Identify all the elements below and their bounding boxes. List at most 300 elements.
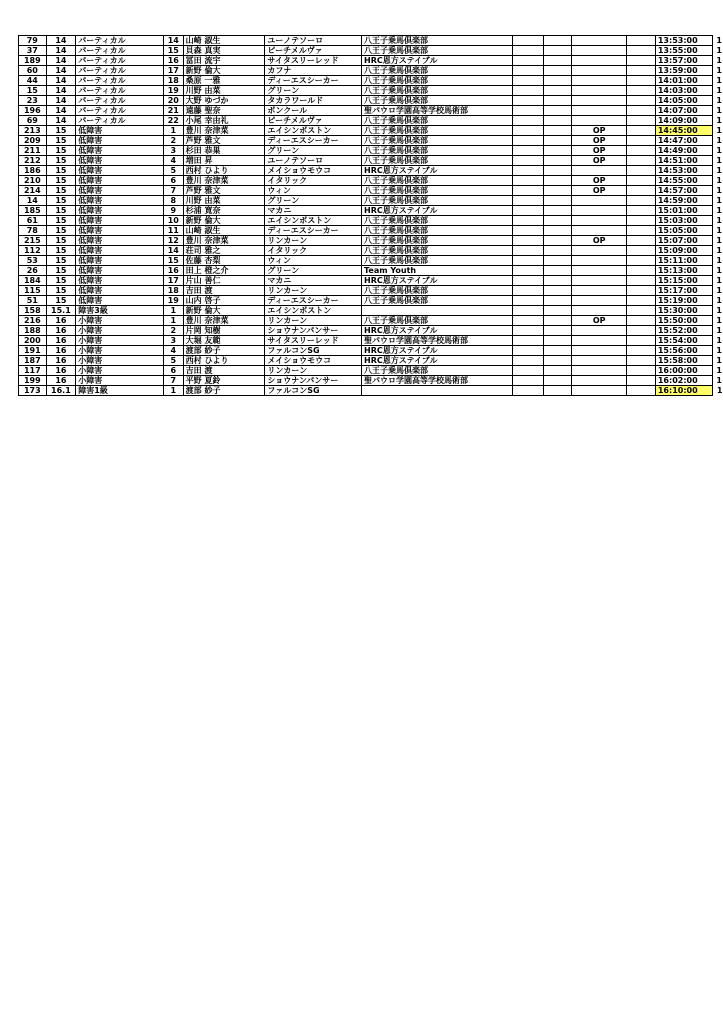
horse-name-cell: ファルコンSG xyxy=(265,346,362,356)
empty-cell xyxy=(513,206,543,216)
table-row xyxy=(19,86,723,96)
category-cell: 小障害 xyxy=(76,346,164,356)
flag-cell: 1 xyxy=(716,236,722,245)
flag-cell: 1 xyxy=(716,76,722,85)
flag-cell: 1 xyxy=(716,336,722,345)
club-name-cell: 八王子乗馬倶楽部 xyxy=(362,76,513,86)
flag-cell: 1 xyxy=(716,86,722,95)
op-cell xyxy=(571,86,626,96)
empty-cell xyxy=(627,176,655,186)
start-time-cell: 15:30:00 xyxy=(655,306,712,316)
op-cell xyxy=(571,356,626,366)
category-cell: パーティカル xyxy=(76,106,164,116)
horse-name-cell: ファルコンSG xyxy=(265,386,362,396)
horse-name-cell: エイシンボストン xyxy=(265,216,362,226)
empty-cell xyxy=(543,86,571,96)
op-cell: OP xyxy=(571,136,626,146)
empty-cell xyxy=(543,236,571,246)
op-cell xyxy=(571,306,626,316)
start-time-cell: 14:51:00 xyxy=(655,156,712,166)
class-number-cell: 15.1 xyxy=(46,306,76,316)
empty-cell xyxy=(543,156,571,166)
op-cell xyxy=(571,256,626,266)
empty-cell xyxy=(543,246,571,256)
empty-cell xyxy=(513,46,543,56)
table-row xyxy=(19,196,723,206)
rider-name-cell: 渡部 紗子 xyxy=(183,346,265,356)
class-number-cell: 16 xyxy=(46,376,76,386)
class-number-cell: 14 xyxy=(46,106,76,116)
club-name-cell: Team Youth xyxy=(362,266,513,276)
table-row xyxy=(19,326,723,336)
empty-cell xyxy=(513,226,543,236)
club-name-cell: HRC恩方ステイブル xyxy=(362,326,513,336)
club-name-cell: HRC恩方ステイブル xyxy=(362,166,513,176)
empty-cell xyxy=(543,96,571,106)
horse-name-cell: カフナ xyxy=(265,66,362,76)
empty-cell xyxy=(513,236,543,246)
class-number-cell: 15 xyxy=(46,246,76,256)
empty-cell xyxy=(627,206,655,216)
table-row xyxy=(19,316,723,326)
entry-number-cell: 189 xyxy=(19,56,47,66)
empty-cell xyxy=(543,66,571,76)
empty-cell xyxy=(513,106,543,116)
rider-name-cell: 山崎 淑生 xyxy=(183,36,265,46)
category-cell: 小障害 xyxy=(76,316,164,326)
empty-cell xyxy=(513,346,543,356)
category-cell: 低障害 xyxy=(76,196,164,206)
op-cell xyxy=(571,46,626,56)
entry-number-cell: 214 xyxy=(19,186,47,196)
table-row xyxy=(19,236,723,246)
table-row xyxy=(19,276,723,286)
empty-cell xyxy=(513,286,543,296)
start-time-cell: 14:45:00 xyxy=(655,126,712,136)
flag-cell: 1 xyxy=(716,36,722,45)
class-number-cell: 15 xyxy=(46,276,76,286)
order-cell: 22 xyxy=(163,116,183,126)
club-name-cell: 八王子乗馬倶楽部 xyxy=(362,96,513,106)
rider-name-cell: 杉田 恭巣 xyxy=(183,146,265,156)
empty-cell xyxy=(513,96,543,106)
horse-name-cell: グリーン xyxy=(265,266,362,276)
empty-cell xyxy=(513,76,543,86)
table-row xyxy=(19,186,723,196)
table-row xyxy=(19,126,723,136)
category-cell: 低障害 xyxy=(76,246,164,256)
entry-number-cell: 213 xyxy=(19,126,47,136)
op-cell: OP xyxy=(571,146,626,156)
start-time-cell: 15:01:00 xyxy=(655,206,712,216)
rider-name-cell: 豊川 奈津菜 xyxy=(183,126,265,136)
club-name-cell: 八王子乗馬倶楽部 xyxy=(362,136,513,146)
horse-name-cell: ディーエスシーカー xyxy=(265,136,362,146)
rider-name-cell: 吉田 渡 xyxy=(183,366,265,376)
empty-cell xyxy=(627,66,655,76)
order-cell: 8 xyxy=(163,196,183,206)
entry-number-cell: 69 xyxy=(19,116,47,126)
table-row xyxy=(19,66,723,76)
flag-cell: 1 xyxy=(716,196,722,205)
empty-cell xyxy=(627,346,655,356)
order-cell: 7 xyxy=(163,376,183,386)
start-time-cell: 16:00:00 xyxy=(655,366,712,376)
start-time-cell: 15:54:00 xyxy=(655,336,712,346)
start-time-cell: 15:56:00 xyxy=(655,346,712,356)
club-name-cell: 八王子乗馬倶楽部 xyxy=(362,286,513,296)
flag-cell: 1 xyxy=(716,326,722,335)
empty-cell xyxy=(513,146,543,156)
rider-name-cell: 新野 倫大 xyxy=(183,306,265,316)
category-cell: 低障害 xyxy=(76,186,164,196)
op-cell xyxy=(571,36,626,46)
horse-name-cell: ユーノテソーロ xyxy=(265,156,362,166)
table-row xyxy=(19,256,723,266)
horse-name-cell: ウィン xyxy=(265,256,362,266)
horse-name-cell: グリーン xyxy=(265,86,362,96)
club-name-cell: 八王子乗馬倶楽部 xyxy=(362,86,513,96)
empty-cell xyxy=(543,36,571,46)
flag-cell: 1 xyxy=(716,146,722,155)
category-cell: 障害1級 xyxy=(76,386,164,396)
flag-cell: 1 xyxy=(716,96,722,105)
empty-cell xyxy=(627,366,655,376)
flag-cell: 1 xyxy=(716,306,722,315)
horse-name-cell: イタリック xyxy=(265,246,362,256)
category-cell: 低障害 xyxy=(76,136,164,146)
order-cell: 4 xyxy=(163,346,183,356)
start-time-cell: 14:47:00 xyxy=(655,136,712,146)
empty-cell xyxy=(627,336,655,346)
club-name-cell: 八王子乗馬倶楽部 xyxy=(362,156,513,166)
empty-cell xyxy=(627,296,655,306)
rider-name-cell: 片山 善仁 xyxy=(183,276,265,286)
empty-cell xyxy=(513,246,543,256)
empty-cell xyxy=(627,116,655,126)
category-cell: パーティカル xyxy=(76,46,164,56)
class-number-cell: 14 xyxy=(46,96,76,106)
rider-name-cell: 豊川 奈津菜 xyxy=(183,176,265,186)
order-cell: 10 xyxy=(163,216,183,226)
category-cell: 小障害 xyxy=(76,326,164,336)
horse-name-cell: イタリック xyxy=(265,176,362,186)
category-cell: 小障害 xyxy=(76,336,164,346)
rider-name-cell: 田上 橙之介 xyxy=(183,266,265,276)
order-cell: 14 xyxy=(163,246,183,256)
entry-number-cell: 191 xyxy=(19,346,47,356)
op-cell xyxy=(571,336,626,346)
empty-cell xyxy=(513,276,543,286)
horse-name-cell: リンカーン xyxy=(265,366,362,376)
start-time-cell: 15:17:00 xyxy=(655,286,712,296)
category-cell: 低障害 xyxy=(76,286,164,296)
club-name-cell: 八王子乗馬倶楽部 xyxy=(362,256,513,266)
class-number-cell: 15 xyxy=(46,296,76,306)
flag-cell: 1 xyxy=(716,116,722,125)
rider-name-cell: 芦野 雅文 xyxy=(183,136,265,146)
flag-cell: 1 xyxy=(716,176,722,185)
empty-cell xyxy=(513,116,543,126)
start-time-cell: 14:57:00 xyxy=(655,186,712,196)
table-row xyxy=(19,56,723,66)
category-cell: 低障害 xyxy=(76,226,164,236)
club-name-cell: 八王子乗馬倶楽部 xyxy=(362,196,513,206)
entry-number-cell: 211 xyxy=(19,146,47,156)
entry-number-cell: 215 xyxy=(19,236,47,246)
rider-name-cell: 西村 ひより xyxy=(183,356,265,366)
horse-name-cell: サイタスリーレッド xyxy=(265,56,362,66)
horse-name-cell: メイショウモウコ xyxy=(265,356,362,366)
order-cell: 18 xyxy=(163,286,183,296)
flag-cell: 1 xyxy=(716,56,722,65)
club-name-cell: 八王子乗馬倶楽部 xyxy=(362,146,513,156)
empty-cell xyxy=(543,196,571,206)
class-number-cell: 16 xyxy=(46,356,76,366)
flag-cell: 1 xyxy=(716,286,722,295)
category-cell: 低障害 xyxy=(76,126,164,136)
empty-cell xyxy=(543,336,571,346)
flag-cell: 1 xyxy=(716,366,722,375)
category-cell: 低障害 xyxy=(76,256,164,266)
class-number-cell: 14 xyxy=(46,66,76,76)
table-row xyxy=(19,216,723,226)
category-cell: 障害3級 xyxy=(76,306,164,316)
horse-name-cell: グリーン xyxy=(265,146,362,156)
empty-cell xyxy=(627,166,655,176)
class-number-cell: 15 xyxy=(46,286,76,296)
entry-number-cell: 188 xyxy=(19,326,47,336)
horse-name-cell: ウィン xyxy=(265,186,362,196)
rider-name-cell: 冨田 流宇 xyxy=(183,56,265,66)
empty-cell xyxy=(513,326,543,336)
rider-name-cell: 豊川 奈津菜 xyxy=(183,236,265,246)
order-cell: 1 xyxy=(163,306,183,316)
class-number-cell: 15 xyxy=(46,146,76,156)
start-time-cell: 15:52:00 xyxy=(655,326,712,336)
table-row xyxy=(19,336,723,346)
op-cell xyxy=(571,66,626,76)
empty-cell xyxy=(543,316,571,326)
category-cell: 低障害 xyxy=(76,216,164,226)
flag-cell: 1 xyxy=(716,46,722,55)
club-name-cell: 八王子乗馬倶楽部 xyxy=(362,216,513,226)
order-cell: 20 xyxy=(163,96,183,106)
club-name-cell: 八王子乗馬倶楽部 xyxy=(362,186,513,196)
class-number-cell: 16 xyxy=(46,326,76,336)
empty-cell xyxy=(627,356,655,366)
empty-cell xyxy=(513,216,543,226)
class-number-cell: 14 xyxy=(46,36,76,46)
empty-cell xyxy=(513,366,543,376)
entry-number-cell: 186 xyxy=(19,166,47,176)
empty-cell xyxy=(513,256,543,266)
category-cell: 低障害 xyxy=(76,176,164,186)
table-row xyxy=(19,296,723,306)
horse-name-cell: ボンクール xyxy=(265,106,362,116)
club-name-cell: HRC恩方ステイブル xyxy=(362,356,513,366)
class-number-cell: 15 xyxy=(46,216,76,226)
horse-name-cell: ショウナンパンサー xyxy=(265,326,362,336)
op-cell xyxy=(571,286,626,296)
table-row xyxy=(19,76,723,86)
op-cell: OP xyxy=(571,236,626,246)
empty-cell xyxy=(627,46,655,56)
flag-cell: 1 xyxy=(716,246,722,255)
start-time-cell: 16:02:00 xyxy=(655,376,712,386)
club-name-cell: 八王子乗馬倶楽部 xyxy=(362,116,513,126)
op-cell: OP xyxy=(571,186,626,196)
op-cell xyxy=(571,116,626,126)
class-number-cell: 16 xyxy=(46,336,76,346)
order-cell: 3 xyxy=(163,336,183,346)
empty-cell xyxy=(627,96,655,106)
op-cell xyxy=(571,326,626,336)
flag-cell: 1 xyxy=(716,186,722,195)
empty-cell xyxy=(543,356,571,366)
entry-number-cell: 14 xyxy=(19,196,47,206)
class-number-cell: 16 xyxy=(46,366,76,376)
empty-cell xyxy=(513,306,543,316)
table-row xyxy=(19,206,723,216)
empty-cell xyxy=(513,166,543,176)
rider-name-cell: 佐藤 杏梨 xyxy=(183,256,265,266)
category-cell: パーティカル xyxy=(76,76,164,86)
club-name-cell: 聖パウロ学園高等学校馬術部 xyxy=(362,336,513,346)
empty-cell xyxy=(543,266,571,276)
entry-number-cell: 79 xyxy=(19,36,47,46)
rider-name-cell: 山崎 淑生 xyxy=(183,226,265,236)
op-cell xyxy=(571,386,626,396)
table-row xyxy=(19,156,723,166)
entry-number-cell: 61 xyxy=(19,216,47,226)
op-cell: OP xyxy=(571,126,626,136)
category-cell: パーティカル xyxy=(76,86,164,96)
start-list-table xyxy=(18,35,723,396)
horse-name-cell: リンカーン xyxy=(265,286,362,296)
order-cell: 15 xyxy=(163,256,183,266)
empty-cell xyxy=(513,356,543,366)
club-name-cell: 聖パウロ学園高等学校馬術部 xyxy=(362,106,513,116)
class-number-cell: 14 xyxy=(46,116,76,126)
entry-number-cell: 53 xyxy=(19,256,47,266)
rider-name-cell: 荘司 雅之 xyxy=(183,246,265,256)
club-name-cell: 八王子乗馬倶楽部 xyxy=(362,366,513,376)
category-cell: 低障害 xyxy=(76,276,164,286)
empty-cell xyxy=(513,176,543,186)
table-body xyxy=(19,36,723,396)
empty-cell xyxy=(627,226,655,236)
horse-name-cell: ユーノテソーロ xyxy=(265,36,362,46)
horse-name-cell: エイシンボストン xyxy=(265,126,362,136)
entry-number-cell: 26 xyxy=(19,266,47,276)
start-time-cell: 15:50:00 xyxy=(655,316,712,326)
empty-cell xyxy=(543,136,571,146)
entry-number-cell: 187 xyxy=(19,356,47,366)
entry-number-cell: 60 xyxy=(19,66,47,76)
rider-name-cell: 小尾 幸由礼 xyxy=(183,116,265,126)
start-time-cell: 15:07:00 xyxy=(655,236,712,246)
class-number-cell: 15 xyxy=(46,186,76,196)
table-row xyxy=(19,106,723,116)
empty-cell xyxy=(513,336,543,346)
category-cell: パーティカル xyxy=(76,116,164,126)
club-name-cell: 八王子乗馬倶楽部 xyxy=(362,246,513,256)
start-time-cell: 14:49:00 xyxy=(655,146,712,156)
start-time-cell: 14:03:00 xyxy=(655,86,712,96)
table-row xyxy=(19,176,723,186)
club-name-cell: 八王子乗馬倶楽部 xyxy=(362,226,513,236)
empty-cell xyxy=(627,146,655,156)
empty-cell xyxy=(543,116,571,126)
horse-name-cell: マカニ xyxy=(265,276,362,286)
club-name-cell: HRC恩方ステイブル xyxy=(362,56,513,66)
class-number-cell: 16 xyxy=(46,316,76,326)
order-cell: 21 xyxy=(163,106,183,116)
entry-number-cell: 184 xyxy=(19,276,47,286)
rider-name-cell: 川野 由菜 xyxy=(183,196,265,206)
empty-cell xyxy=(513,266,543,276)
table-row xyxy=(19,116,723,126)
empty-cell xyxy=(513,56,543,66)
op-cell xyxy=(571,206,626,216)
category-cell: パーティカル xyxy=(76,56,164,66)
order-cell: 1 xyxy=(163,386,183,396)
table-row xyxy=(19,366,723,376)
flag-cell: 1 xyxy=(716,296,722,305)
empty-cell xyxy=(627,86,655,96)
rider-name-cell: 桑原 一雅 xyxy=(183,76,265,86)
horse-name-cell: メイショウモウコ xyxy=(265,166,362,176)
category-cell: 低障害 xyxy=(76,156,164,166)
op-cell: OP xyxy=(571,156,626,166)
table-row xyxy=(19,226,723,236)
empty-cell xyxy=(627,126,655,136)
class-number-cell: 15 xyxy=(46,266,76,276)
flag-cell: 1 xyxy=(716,216,722,225)
horse-name-cell: ディーエスシーカー xyxy=(265,226,362,236)
empty-cell xyxy=(513,186,543,196)
rider-name-cell: 平野 夏鈴 xyxy=(183,376,265,386)
club-name-cell: 八王子乗馬倶楽部 xyxy=(362,296,513,306)
start-time-cell: 14:05:00 xyxy=(655,96,712,106)
flag-cell: 1 xyxy=(716,276,722,285)
start-time-cell: 15:11:00 xyxy=(655,256,712,266)
empty-cell xyxy=(627,196,655,206)
entry-number-cell: 117 xyxy=(19,366,47,376)
class-number-cell: 15 xyxy=(46,236,76,246)
rider-name-cell: 芦野 雅文 xyxy=(183,186,265,196)
horse-name-cell: ピーチメルヴァ xyxy=(265,116,362,126)
op-cell xyxy=(571,106,626,116)
flag-cell: 1 xyxy=(716,66,722,75)
empty-cell xyxy=(543,286,571,296)
class-number-cell: 15 xyxy=(46,196,76,206)
horse-name-cell: ディーエスシーカー xyxy=(265,76,362,86)
order-cell: 5 xyxy=(163,166,183,176)
op-cell xyxy=(571,96,626,106)
category-cell: 低障害 xyxy=(76,166,164,176)
class-number-cell: 16.1 xyxy=(46,386,76,396)
op-cell: OP xyxy=(571,316,626,326)
empty-cell xyxy=(627,136,655,146)
order-cell: 12 xyxy=(163,236,183,246)
club-name-cell: 八王子乗馬倶楽部 xyxy=(362,316,513,326)
entry-number-cell: 115 xyxy=(19,286,47,296)
empty-cell xyxy=(543,216,571,226)
club-name-cell: HRC恩方ステイブル xyxy=(362,346,513,356)
rider-name-cell: 豊川 奈津菜 xyxy=(183,316,265,326)
